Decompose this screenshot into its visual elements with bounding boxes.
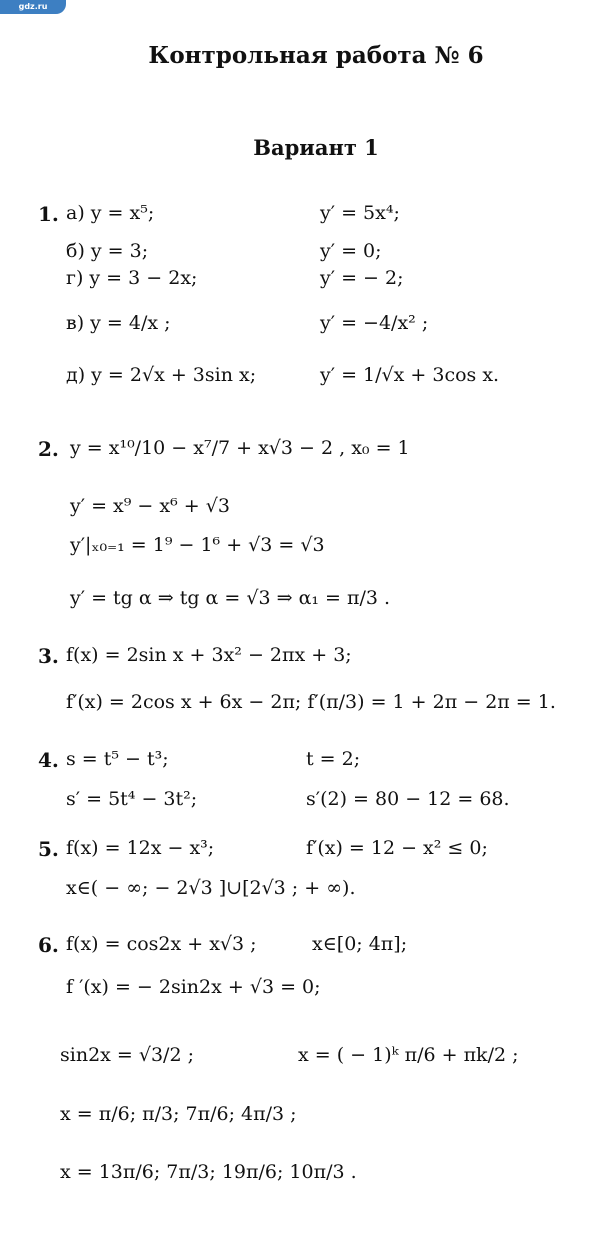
problem-number: 6. [38,933,59,957]
formula-line: x = ( − 1)ᵏ π/6 + πk/2 ; [298,1044,519,1066]
problem-number: 5. [38,837,59,861]
formula-line: f(x) = 2sin x + 3x² − 2πx + 3; [66,644,352,666]
formula-line: t = 2; [306,748,361,770]
formula-line: y′ = 5x⁴; [320,202,400,224]
page-title: Контрольная работа № 6 [148,42,484,69]
formula-line: б) y = 3; [66,240,149,262]
problem-number: 2. [38,437,59,461]
formula-line: f′(x) = 2cos x + 6x − 2π; f′(π/3) = 1 + 2π − 2π = 1. [66,691,556,713]
formula-line: x = 13π/6; 7π/3; 19π/6; 10π/3 . [60,1161,357,1183]
formula-line: sin2x = √3/2 ; [60,1044,194,1066]
formula-line: x∈[0; 4π]; [312,933,408,955]
formula-line: y′ = 0; [320,240,382,262]
formula-line: д) y = 2√x + 3sin x; [66,364,257,386]
formula-line: y′ = 1/√x + 3cos x. [320,364,500,386]
formula-line: f′(x) = 12 − x² ≤ 0; [306,837,488,859]
formula-line: y′ = −4/x² ; [320,312,429,334]
formula-line: y′ = tg α ⇒ tg α = √3 ⇒ α₁ = π/3 . [70,587,391,609]
variant-heading: Вариант 1 [253,135,379,160]
formula-line: s′ = 5t⁴ − 3t²; [66,788,198,810]
formula-line: f(x) = 12x − x³; [66,837,215,859]
problem-number: 1. [38,202,59,226]
formula-line: y′ = − 2; [320,267,404,289]
formula-line: x∈( − ∞; − 2√3 ]∪[2√3 ; + ∞). [66,877,356,899]
formula-line: а) y = x⁵; [66,202,155,224]
formula-line: x = π/6; π/3; 7π/6; 4π/3 ; [60,1103,297,1125]
formula-line: в) y = 4/x ; [66,312,171,334]
formula-line: s′(2) = 80 − 12 = 68. [306,788,510,810]
formula-line: y = x¹⁰/10 − x⁷/7 + x√3 − 2 , x₀ = 1 [70,437,410,459]
formula-line: y′ = x⁹ − x⁶ + √3 [70,495,230,517]
formula-line: f(x) = cos2x + x√3 ; [66,933,257,955]
problem-number: 4. [38,748,59,772]
formula-line: s = t⁵ − t³; [66,748,169,770]
formula-line: f ′(x) = − 2sin2x + √3 = 0; [66,976,321,998]
watermark: gdz.ru [0,0,66,14]
problem-number: 3. [38,644,59,668]
formula-line: y′|ₓ₀₌₁ = 1⁹ − 1⁶ + √3 = √3 [70,534,325,556]
formula-line: г) y = 3 − 2x; [66,267,198,289]
